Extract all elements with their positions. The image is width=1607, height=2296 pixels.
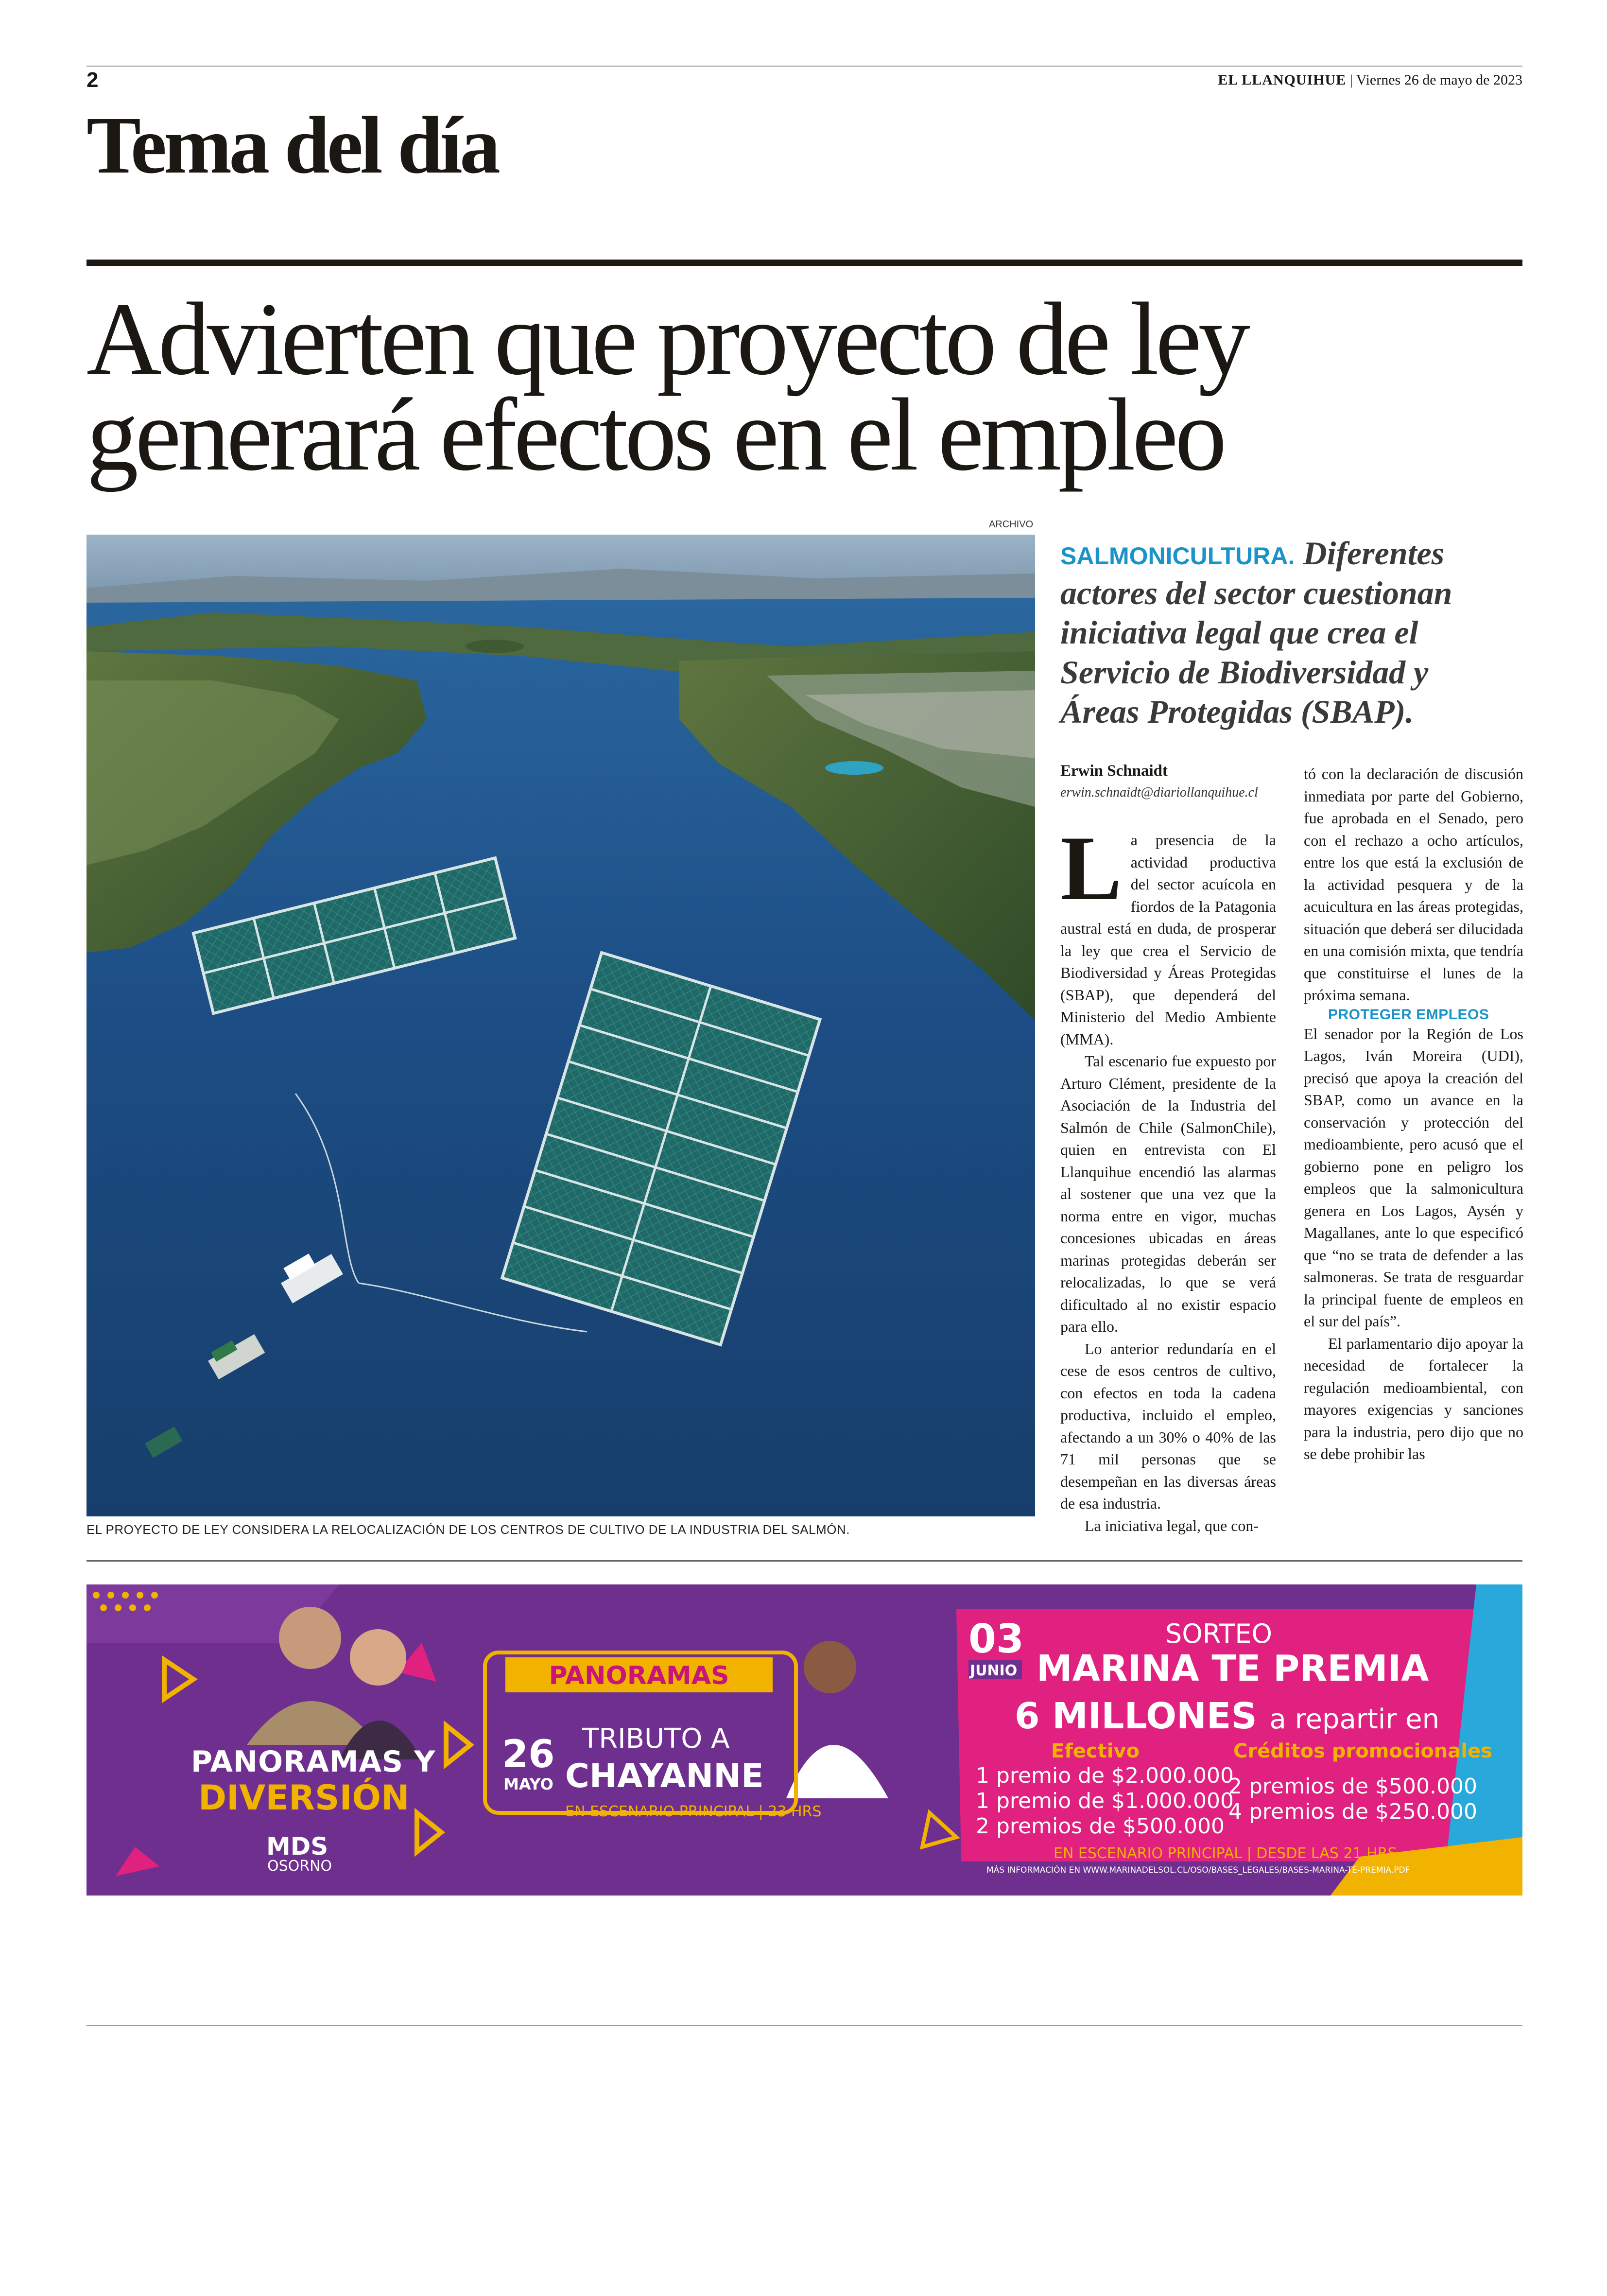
raffle-amount-suffix: a repartir en <box>1269 1704 1440 1735</box>
cash-prize-list <box>976 1763 1234 1839</box>
raffle-label: SORTEO <box>1165 1618 1272 1649</box>
prize-item: 1 premio de $1.000.000 <box>976 1789 1234 1813</box>
credit-prize-list <box>1228 1774 1477 1825</box>
paragraph: tó con la declaración de discusión inmediata por parte del Gobierno, fue aprobada en el Senado, pero con el rechazo a ocho artículos, entre los que está la exclusión de la actividad pesquera y de la acuicultura en las áreas protegidas, situación que deberá ser dilucidada en una comisión mixta, que tendría que constituirse el lunes de la próxima semana. <box>1304 765 1523 1004</box>
tribute-label: TRIBUTO A <box>582 1723 730 1755</box>
headline <box>86 281 1522 492</box>
photo-credit: ARCHIVO <box>989 519 1034 530</box>
masthead <box>1218 72 1522 88</box>
prize-item: 2 premios de $500.000 <box>1228 1774 1477 1799</box>
byline <box>1060 762 1284 800</box>
issue-date: Viernes 26 de mayo de 2023 <box>1356 72 1522 88</box>
mds-city: OSORNO <box>267 1858 332 1875</box>
masthead-separator: | <box>1349 72 1353 88</box>
page-number: 2 <box>86 68 99 92</box>
paragraph-text: a presencia de la actividad productiva del sector acuícola en fiordos de la Patagonia austral está en duda, de prosperar la ley que crea el Servicio de Biodiversidad y Áreas Protegidas (SBAP), que dependerá del Ministerio del Medio Ambiente (MMA). <box>1060 831 1276 1048</box>
tribute-artist: CHAYANNE <box>565 1757 764 1795</box>
raffle-title: MARINA TE PREMIA <box>1037 1648 1429 1689</box>
credit-prizes-heading: Créditos promocionales <box>1233 1740 1492 1762</box>
author-name: Erwin Schnaidt <box>1060 762 1168 780</box>
author-email: erwin.schnaidt@diariollanquihue.cl <box>1060 785 1258 800</box>
aerial-salmon-farm-photo <box>86 535 1035 1516</box>
body-column-1 <box>1060 818 1276 1537</box>
deck-kicker: SALMONICULTURA. <box>1060 542 1295 570</box>
paragraph: Lo anterior redundaría en el cese de esos centros de cultivo, con efectos en toda la cadena productiva, incluido el empleo, afectando a un 30% o 40% de las 71 mil personas que se desempeñan en las diversas áreas de esa industria. <box>1060 1339 1276 1512</box>
raffle-venue-time: EN ESCENARIO PRINCIPAL | DESDE LAS 21 HRS. <box>1054 1845 1402 1862</box>
ad-panoramas-heading: PANORAMAS Y <box>191 1745 436 1779</box>
page-bottom-rule <box>86 2025 1522 2026</box>
paragraph: Tal escenario fue expuesto por Arturo Clément, presidente de la Asociación de la Industria del Salmón de Chile (SalmonChile), quien en entrevista con El Llanquihue encendió las alarmas al sostener que una vez que la norma entre en vigor, muchas concesiones ubicadas en áreas marinas protegidas deberán ser relocalizadas, lo que se verá dificultado al no existir espacio para ello. <box>1060 1052 1276 1335</box>
deck-text: Diferentes actores del sector cuestionan iniciativa legal que crea el Servicio de Biodiversidad y Áreas Protegidas (SBAP). <box>1060 535 1452 731</box>
section-title: Tema del día <box>86 100 498 191</box>
paragraph <box>1060 818 1276 1050</box>
subhead: PROTEGER EMPLEOS <box>1328 1006 1489 1023</box>
advertisement-banner[interactable] <box>86 1584 1522 1896</box>
body-column-2 <box>1304 763 1523 1465</box>
ad-diversion-heading: DIVERSIÓN <box>198 1778 410 1818</box>
event-day: 26 <box>502 1733 555 1776</box>
headline-line-2: generará efectos en el empleo <box>86 377 1224 492</box>
raffle-amount <box>1015 1695 1439 1737</box>
tribute-venue-time: EN ESCENARIO PRINCIPAL | 23 HRS <box>565 1803 822 1820</box>
raffle-info-link[interactable]: MÁS INFORMACIÓN EN WWW.MARINADELSOL.CL/OSO/BASES_LEGALES/BASES-MARINA-TE-PREMIA.PDF <box>986 1865 1410 1875</box>
panoramas-label: PANORAMAS <box>549 1661 729 1690</box>
cash-prizes-heading: Efectivo <box>1051 1740 1140 1762</box>
section-rule <box>86 260 1522 266</box>
prize-item: 1 premio de $2.000.000 <box>976 1763 1234 1788</box>
prize-item: 4 premios de $250.000 <box>1228 1799 1477 1824</box>
drop-cap: L <box>1060 818 1122 920</box>
raffle-amount-value: 6 MILLONES <box>1015 1695 1257 1737</box>
photo-caption: EL PROYECTO DE LEY CONSIDERA LA RELOCALIZACIÓN DE LOS CENTROS DE CULTIVO DE LA INDUSTRIA DEL SALMÓN. <box>86 1522 850 1537</box>
article-rule <box>86 1560 1522 1562</box>
headline-line-1: Advierten que proyecto de ley <box>86 281 1247 397</box>
paragraph: La iniciativa legal, que con- <box>1085 1516 1259 1534</box>
prize-item: 2 premios de $500.000 <box>976 1814 1225 1839</box>
raffle-month: JUNIO <box>970 1662 1018 1679</box>
paragraph: El parlamentario dijo apoyar la necesidad de fortalecer la regulación medioambiental, con mayores exigencias y sanciones para la industria, pero dijo que no se debe prohibir las <box>1304 1334 1523 1462</box>
header-rule <box>86 66 1522 67</box>
mds-logo: MDS <box>266 1832 328 1861</box>
raffle-day: 03 <box>968 1616 1024 1662</box>
article-deck <box>1060 534 1507 732</box>
newspaper-name: EL LLANQUIHUE <box>1218 72 1347 88</box>
paragraph: El senador por la Región de Los Lagos, Iván Moreira (UDI), precisó que apoya la creación del SBAP, como un avance en la conservación y protección del medioambiente, pero acusó que el gobierno pone en peligro los empleos que la salmonicultura genera en Los Lagos, Aysén y Magallanes, ante lo que especificó que “no se trata de defender a las salmoneras. Se trata de resguardar la principal fuente de empleos en el sur del país”. <box>1304 1025 1523 1330</box>
event-month: MAYO <box>503 1775 553 1793</box>
